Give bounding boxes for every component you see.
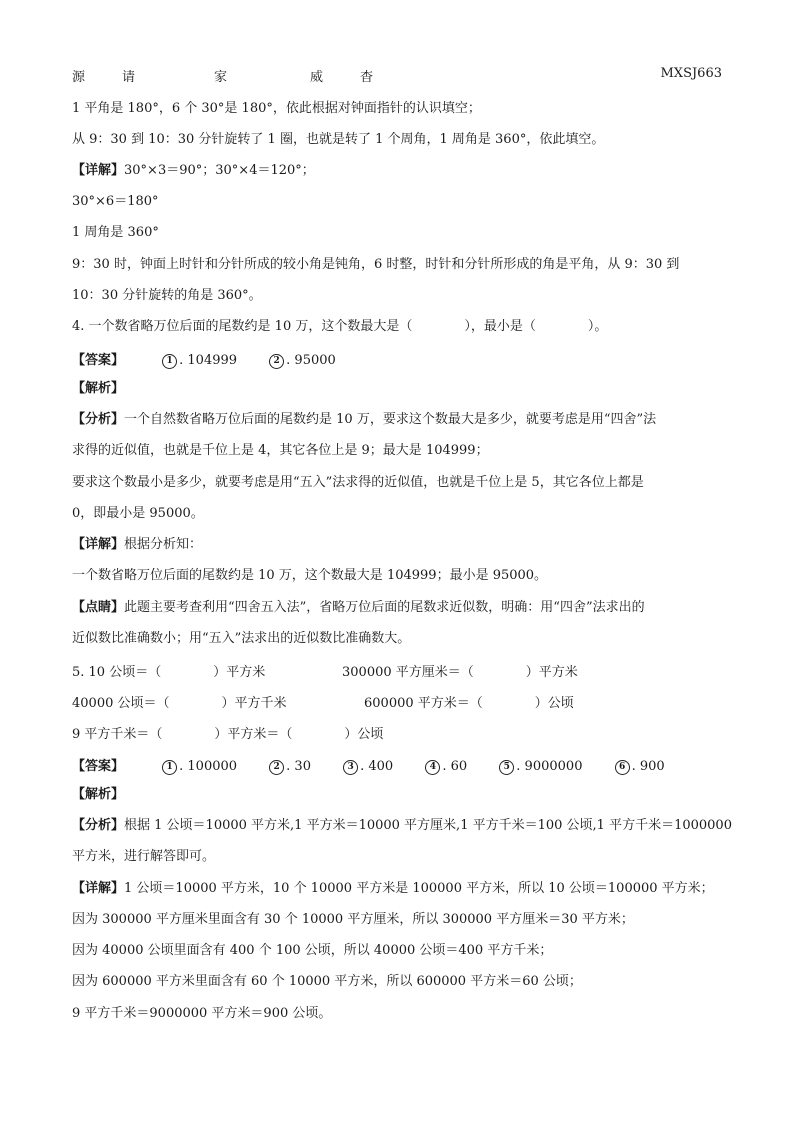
answer-item bbox=[615, 759, 665, 775]
header-char: 家 bbox=[214, 70, 228, 85]
section-tag: 【详解】 bbox=[72, 537, 125, 552]
circled-number: 4 bbox=[425, 760, 440, 775]
answer-item bbox=[343, 759, 393, 775]
section-tag: 【点睛】 bbox=[72, 600, 125, 615]
answer-label: 【答案】 bbox=[72, 759, 125, 774]
section-tag: 【详解】 bbox=[72, 163, 125, 178]
question-4: 4. 一个数省略万位后面的尾数约是 10 万，这个数最大是（ ），最小是（ ）。 bbox=[72, 319, 608, 334]
question-5-part: 5. 10 公顷＝（ ）平方米 bbox=[72, 665, 266, 680]
text-line: 近似数比准确数小；用“五入”法求出的近似数比准确数大。 bbox=[72, 631, 411, 646]
text-line bbox=[72, 817, 732, 835]
circled-number: 2 bbox=[269, 354, 284, 369]
header-char: 源 bbox=[72, 70, 86, 85]
text-line: 从 9：30 到 10：30 分针旋转了 1 圈，也就是转了 1 个周角，1 周角是 360°，依此填空。 bbox=[72, 132, 605, 147]
text-line: 9 平方千米＝9000000 平方米＝900 公顷。 bbox=[72, 1006, 332, 1021]
answer-value: . 95000 bbox=[286, 353, 336, 368]
text-line: 9：30 时，钟面上时针和分针所成的较小角是钝角，6 时整，时针和分针所形成的角是平角，从 9：30 到 bbox=[72, 257, 680, 272]
text-span: 30°×3＝90°；30°×4＝120°； bbox=[124, 163, 315, 178]
question-5-part: 300000 平方厘米＝（ ）平方米 bbox=[342, 665, 578, 680]
answer-value: . 900 bbox=[631, 759, 665, 774]
page-header bbox=[72, 66, 722, 86]
text-span: 一个自然数省略万位后面的尾数约是 10 万，要求这个数最大是多少，就要考虑是用“四舍”法 bbox=[124, 412, 657, 427]
answer-value: . 9000000 bbox=[516, 759, 583, 774]
answer-item bbox=[425, 759, 467, 775]
answer-item bbox=[162, 759, 237, 775]
question-5-part: 40000 公顷＝（ ）平方千米 bbox=[72, 696, 287, 711]
text-line bbox=[72, 536, 202, 554]
answer-row-5 bbox=[72, 755, 693, 775]
text-line: 1 周角是 360° bbox=[72, 225, 159, 240]
circled-number: 5 bbox=[499, 760, 514, 775]
section-tag: 【解析】 bbox=[72, 787, 125, 802]
text-line: 因为 300000 平方厘米里面含有 30 个 10000 平方厘米，所以 300000 平方厘米＝30 平方米； bbox=[72, 912, 634, 927]
answer-row-4 bbox=[72, 349, 364, 369]
text-line: 求得的近似值，也就是千位上是 4，其它各位上是 9；最大是 104999； bbox=[72, 443, 489, 458]
section-tag: 【解析】 bbox=[72, 381, 125, 396]
header-char: 杳 bbox=[360, 70, 374, 85]
text-line bbox=[72, 599, 645, 617]
document-code: MXSJ663 bbox=[660, 66, 722, 81]
text-line: 要求这个数最小是多少，就要考虑是用“五入”法求得的近似值，也就是千位上是 5，其它各位上都是 bbox=[72, 475, 644, 490]
text-line: 10：30 分针旋转的角是 360°。 bbox=[72, 288, 262, 303]
text-line bbox=[72, 880, 714, 898]
circled-number: 1 bbox=[162, 760, 177, 775]
text-line bbox=[72, 411, 656, 429]
text-span: 1 公顷＝10000 平方米，10 个 10000 平方米是 100000 平方米，所以 10 公顷＝100000 平方米； bbox=[124, 881, 714, 896]
question-5-part: 9 平方千米＝（ ）平方米＝（ ）公顷 bbox=[72, 727, 384, 742]
circled-number: 3 bbox=[343, 760, 358, 775]
text-line: 1 平角是 180°，6 个 30°是 180°，依此根据对钟面指针的认识填空； bbox=[72, 101, 481, 116]
text-line: 因为 600000 平方米里面含有 60 个 10000 平方米，所以 600000 平方米＝60 公顷； bbox=[72, 974, 582, 989]
text-span: 此题主要考查利用“四舍五入法”，省略万位后面的尾数求近似数，明确：用“四舍”法求出的 bbox=[124, 600, 645, 615]
answer-item bbox=[162, 353, 237, 369]
header-char: 威 bbox=[310, 70, 324, 85]
answer-item bbox=[269, 759, 311, 775]
answer-value: . 30 bbox=[286, 759, 311, 774]
answer-label: 【答案】 bbox=[72, 353, 125, 368]
answer-value: . 400 bbox=[360, 759, 394, 774]
section-tag: 【分析】 bbox=[72, 412, 125, 427]
answer-value: . 60 bbox=[442, 759, 468, 774]
text-line: 平方米，进行解答即可。 bbox=[72, 849, 216, 864]
text-line: 30°×6＝180° bbox=[72, 194, 159, 209]
answer-item bbox=[499, 759, 582, 775]
text-line: 因为 40000 公顷里面含有 400 个 100 公顷，所以 40000 公顷＝400 平方千米； bbox=[72, 943, 553, 958]
circled-number: 1 bbox=[162, 354, 177, 369]
text-span: 根据分析知： bbox=[124, 537, 203, 552]
question-5-part: 600000 平方米＝（ ）公顷 bbox=[364, 696, 574, 711]
circled-number: 6 bbox=[615, 760, 630, 775]
header-char: 请 bbox=[122, 70, 136, 85]
section-tag: 【分析】 bbox=[72, 818, 125, 833]
section-tag: 【详解】 bbox=[72, 881, 125, 896]
text-line: 0，即最小是 95000。 bbox=[72, 506, 204, 521]
text-line: 一个数省略万位后面的尾数约是 10 万，这个数最大是 104999；最小是 95000。 bbox=[72, 568, 548, 583]
text-line bbox=[72, 162, 315, 180]
answer-item bbox=[269, 353, 336, 369]
circled-number: 2 bbox=[269, 760, 284, 775]
text-span: 根据 1 公顷＝10000 平方米,1 平方米＝10000 平方厘米,1 平方千米＝100 公顷,1 平方千米＝1000000 bbox=[124, 818, 732, 833]
answer-value: . 100000 bbox=[179, 759, 238, 774]
answer-value: . 104999 bbox=[179, 353, 238, 368]
